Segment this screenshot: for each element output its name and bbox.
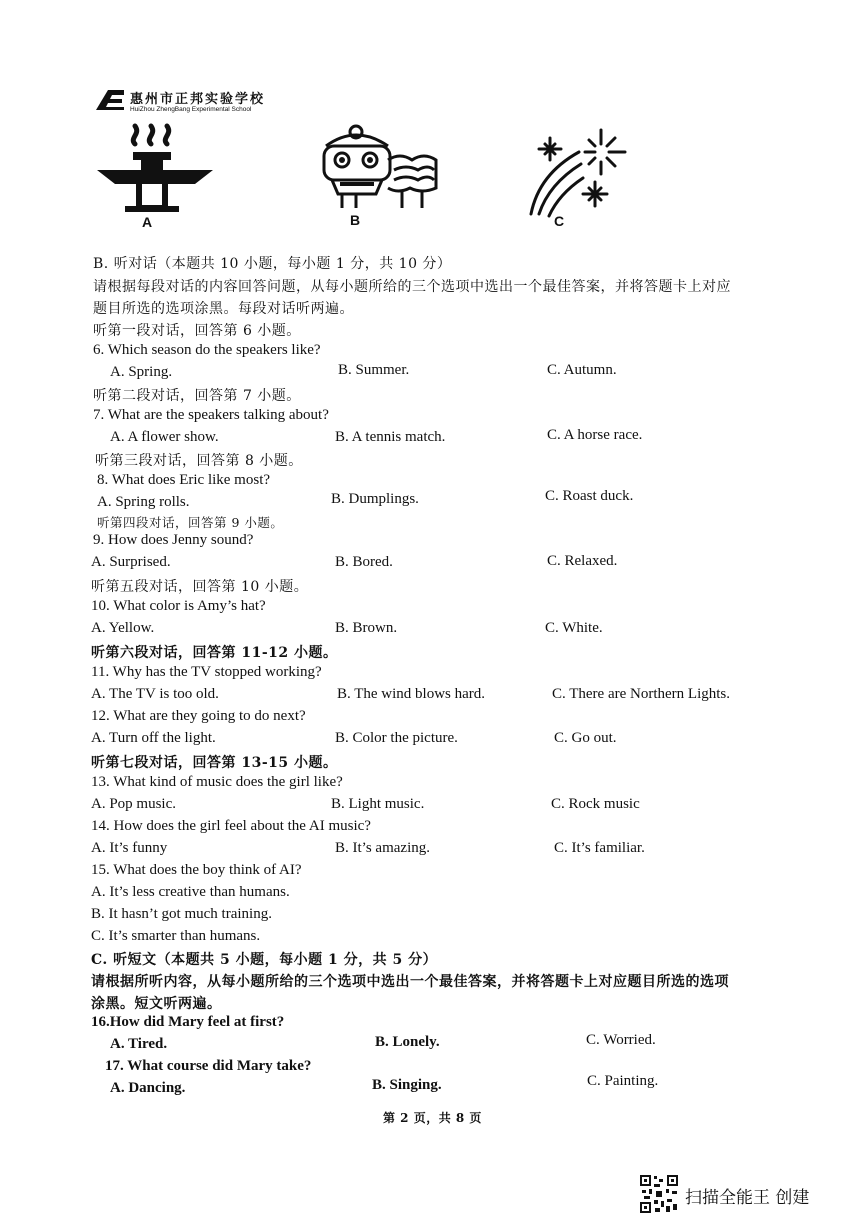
question-6: 6. Which season do the speakers like? — [93, 342, 321, 358]
option-14a: A. It’s funny — [91, 840, 168, 856]
section-c-instruction-1: 请根据所听内容，从每小题所给的三个选项中选出一个最佳答案，并将答题卡上对应题目所选的选项 — [91, 974, 729, 990]
question-12: 12. What are they going to do next? — [91, 708, 306, 724]
option-8c: C. Roast duck. — [545, 488, 634, 504]
school-name-en: HuiZhou ZhengBang Experimental School — [130, 106, 252, 113]
option-6c: C. Autumn. — [547, 362, 617, 378]
option-6b: B. Summer. — [338, 362, 410, 378]
option-15b: B. It hasn’t got much training. — [91, 906, 272, 922]
dialogue-instruction: 听第六段对话，回答第 11-12 小题。 — [91, 645, 338, 661]
question-16: 16.How did Mary feel at first? — [91, 1014, 285, 1030]
dialogue-instruction: 听第七段对话，回答第 13-15 小题。 — [91, 755, 338, 771]
option-14b: B. It’s amazing. — [335, 840, 430, 856]
dialogue-instruction: 听第四段对话，回答第 9 小题。 — [97, 515, 284, 530]
school-name-cn: 惠州市正邦实验学校 — [130, 92, 266, 107]
qr-code-icon — [639, 1174, 679, 1214]
option-16a: A. Tired. — [110, 1036, 168, 1052]
question-15: 15. What does the boy think of AI? — [91, 862, 302, 878]
option-17b: B. Singing. — [372, 1077, 442, 1093]
option-10a: A. Yellow. — [91, 620, 155, 636]
section-c-instruction-2: 涂黑。短文听两遍。 — [91, 996, 222, 1012]
option-17a: A. Dancing. — [110, 1080, 186, 1096]
option-13a: A. Pop music. — [91, 796, 177, 812]
option-7c: C. A horse race. — [547, 427, 643, 443]
option-16c: C. Worried. — [586, 1032, 656, 1048]
option-13b: B. Light music. — [331, 796, 425, 812]
option-15c: C. It’s smarter than humans. — [91, 928, 261, 944]
question-7: 7. What are the speakers talking about? — [93, 407, 329, 423]
hot-pot-icon — [95, 122, 215, 214]
option-12b: B. Color the picture. — [335, 730, 458, 746]
section-b-instruction-2: 题目所选的选项涂黑。每段对话听两遍。 — [93, 301, 354, 317]
scanner-watermark: 扫描全能王 创建 — [685, 1188, 810, 1208]
fireworks-icon — [525, 128, 635, 218]
option-12c: C. Go out. — [554, 730, 617, 746]
option-8b: B. Dumplings. — [331, 491, 419, 507]
question-17: 17. What course did Mary take? — [105, 1058, 312, 1074]
option-7a: A. A flower show. — [110, 429, 219, 445]
section-c-heading: C. 听短文（本题共 5 小题，每小题 1 分，共 5 分） — [91, 952, 438, 968]
option-8a: A. Spring rolls. — [97, 494, 190, 510]
question-14: 14. How does the girl feel about the AI music? — [91, 818, 371, 834]
page-number: 第 2 页，共 8 页 — [383, 1111, 482, 1125]
picture-label-b: B — [350, 212, 361, 228]
option-10b: B. Brown. — [335, 620, 398, 636]
school-logo-icon — [94, 88, 126, 112]
option-11b: B. The wind blows hard. — [337, 686, 486, 702]
section-b-heading: B. 听对话（本题共 10 小题，每小题 1 分，共 10 分） — [93, 256, 452, 272]
option-9c: C. Relaxed. — [547, 553, 618, 569]
option-11c: C. There are Northern Lights. — [552, 686, 731, 702]
question-11: 11. Why has the TV stopped working? — [91, 664, 322, 680]
section-b-instruction-1: 请根据每段对话的内容回答问题，从每小题所给的三个选项中选出一个最佳答案，并将答题卡上对应 — [93, 279, 731, 295]
question-8: 8. What does Eric like most? — [97, 472, 271, 488]
option-9a: A. Surprised. — [91, 554, 171, 570]
question-13: 13. What kind of music does the girl like? — [91, 774, 343, 790]
picture-label-c: C — [554, 213, 565, 229]
option-17c: C. Painting. — [587, 1073, 659, 1089]
dialogue-instruction: 听第五段对话，回答第 10 小题。 — [91, 579, 309, 595]
option-10c: C. White. — [545, 620, 603, 636]
option-12a: A. Turn off the light. — [91, 730, 216, 746]
question-10: 10. What color is Amy’s hat? — [91, 598, 266, 614]
dialogue-instruction: 听第二段对话，回答第 7 小题。 — [93, 388, 301, 404]
option-15a: A. It’s less creative than humans. — [91, 884, 290, 900]
question-9: 9. How does Jenny sound? — [93, 532, 254, 548]
option-11a: A. The TV is too old. — [91, 686, 219, 702]
option-7b: B. A tennis match. — [335, 429, 446, 445]
option-6a: A. Spring. — [110, 364, 173, 380]
option-16b: B. Lonely. — [375, 1034, 440, 1050]
dialogue-instruction: 听第三段对话，回答第 8 小题。 — [95, 453, 303, 469]
option-14c: C. It’s familiar. — [554, 840, 645, 856]
option-13c: C. Rock music — [551, 796, 640, 812]
picture-label-a: A — [142, 214, 153, 230]
option-9b: B. Bored. — [335, 554, 393, 570]
dialogue-instruction: 听第一段对话，回答第 6 小题。 — [93, 323, 301, 339]
lion-dance-icon — [318, 124, 438, 210]
